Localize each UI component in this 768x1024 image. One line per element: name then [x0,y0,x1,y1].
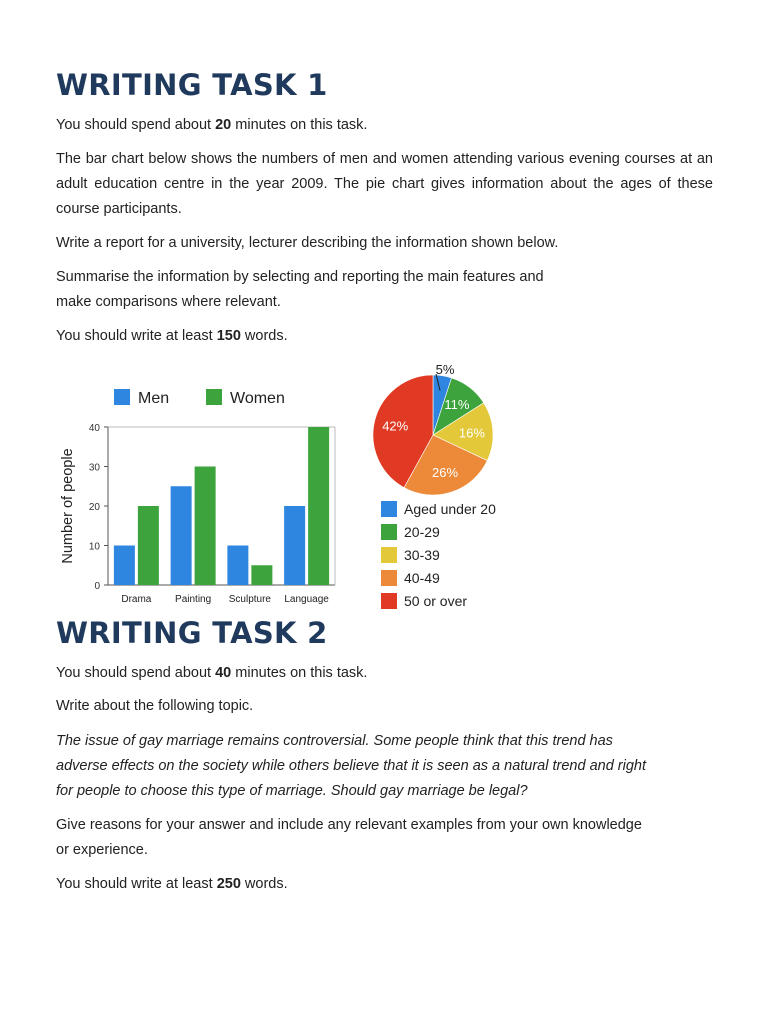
x-tick-label: Painting [175,594,212,605]
y-tick-label: 30 [88,462,100,474]
bar-women-sculpture [251,565,272,585]
pie-value-label: 11% [444,397,470,413]
x-tick-label: Drama [121,594,152,605]
pie-legend-swatch [381,593,397,609]
pie-legend-label: 50 or over [404,593,468,609]
bar-women-language [308,427,329,585]
bar-men-painting [171,486,192,585]
pie-value-label: 42% [382,418,409,434]
pie-legend-label: 40-49 [404,570,440,586]
bar-men-sculpture [227,546,248,586]
pie-legend-label: 30-39 [404,547,440,563]
task2-topic: The issue of gay marriage remains controversial. Some people think that this trend has adverse effects on the society while others believe that it is seen as a natural trend and right for people to choose this type of marriage. Should gay marriage be legal? [56,733,647,799]
pie-value-label: 26% [432,465,459,481]
y-tick-label: 40 [88,423,100,434]
legend-swatch-men [114,389,130,405]
task1-description: The bar chart below shows the numbers of men and women attending various evening courses at an adult education centre in the year 2009. The pie chart gives information about the ages of these course participants. [56,151,713,217]
bar-women-drama [138,506,159,585]
pie-legend-swatch [381,570,397,586]
pie-chart [368,360,528,612]
bar-men-language [284,506,305,585]
pie-legend-swatch [381,524,397,540]
bar-men-drama [114,546,135,586]
y-tick-label: 20 [88,502,100,513]
task1-report-instruction: Write a report for a university, lecturer describing the information shown below. [56,235,559,251]
task2-heading: WRITING TASK 2 [56,616,328,650]
y-tick-label: 10 [88,541,100,553]
pie-legend-swatch [381,547,397,563]
task2-time-instruction: You should spend about 40 minutes on this task. [56,665,368,681]
task1-heading: WRITING TASK 1 [56,68,328,102]
pie-value-label: 16% [458,425,485,441]
x-tick-label: Sculpture [228,594,271,605]
task1-summary-instruction: Summarise the information by selecting and reporting the main features and make comparisons where relevant. [56,269,544,310]
y-tick-label: 0 [94,581,100,592]
task1-time-instruction: You should spend about 20 minutes on this task. [56,117,368,133]
legend-swatch-women [206,389,222,405]
pie-legend-label: Aged under 20 [404,501,496,517]
task2-reasons-instruction: Give reasons for your answer and include any relevant examples from your own knowledge or experience. [56,817,642,858]
y-axis-label: Number of people [60,448,76,564]
bar-chart [54,378,344,610]
legend-label-women: Women [230,390,285,407]
pie-value-label: 5% [435,362,455,377]
task2-topic-instruction: Write about the following topic. [56,698,254,714]
task2-word-count: You should write at least 250 words. [56,876,288,892]
pie-legend-swatch [381,501,397,517]
pie-legend-label: 20-29 [404,524,440,540]
x-tick-label: Language [284,594,329,605]
bar-women-painting [195,467,216,586]
task1-word-count: You should write at least 150 words. [56,328,288,344]
legend-label-men: Men [138,390,170,407]
